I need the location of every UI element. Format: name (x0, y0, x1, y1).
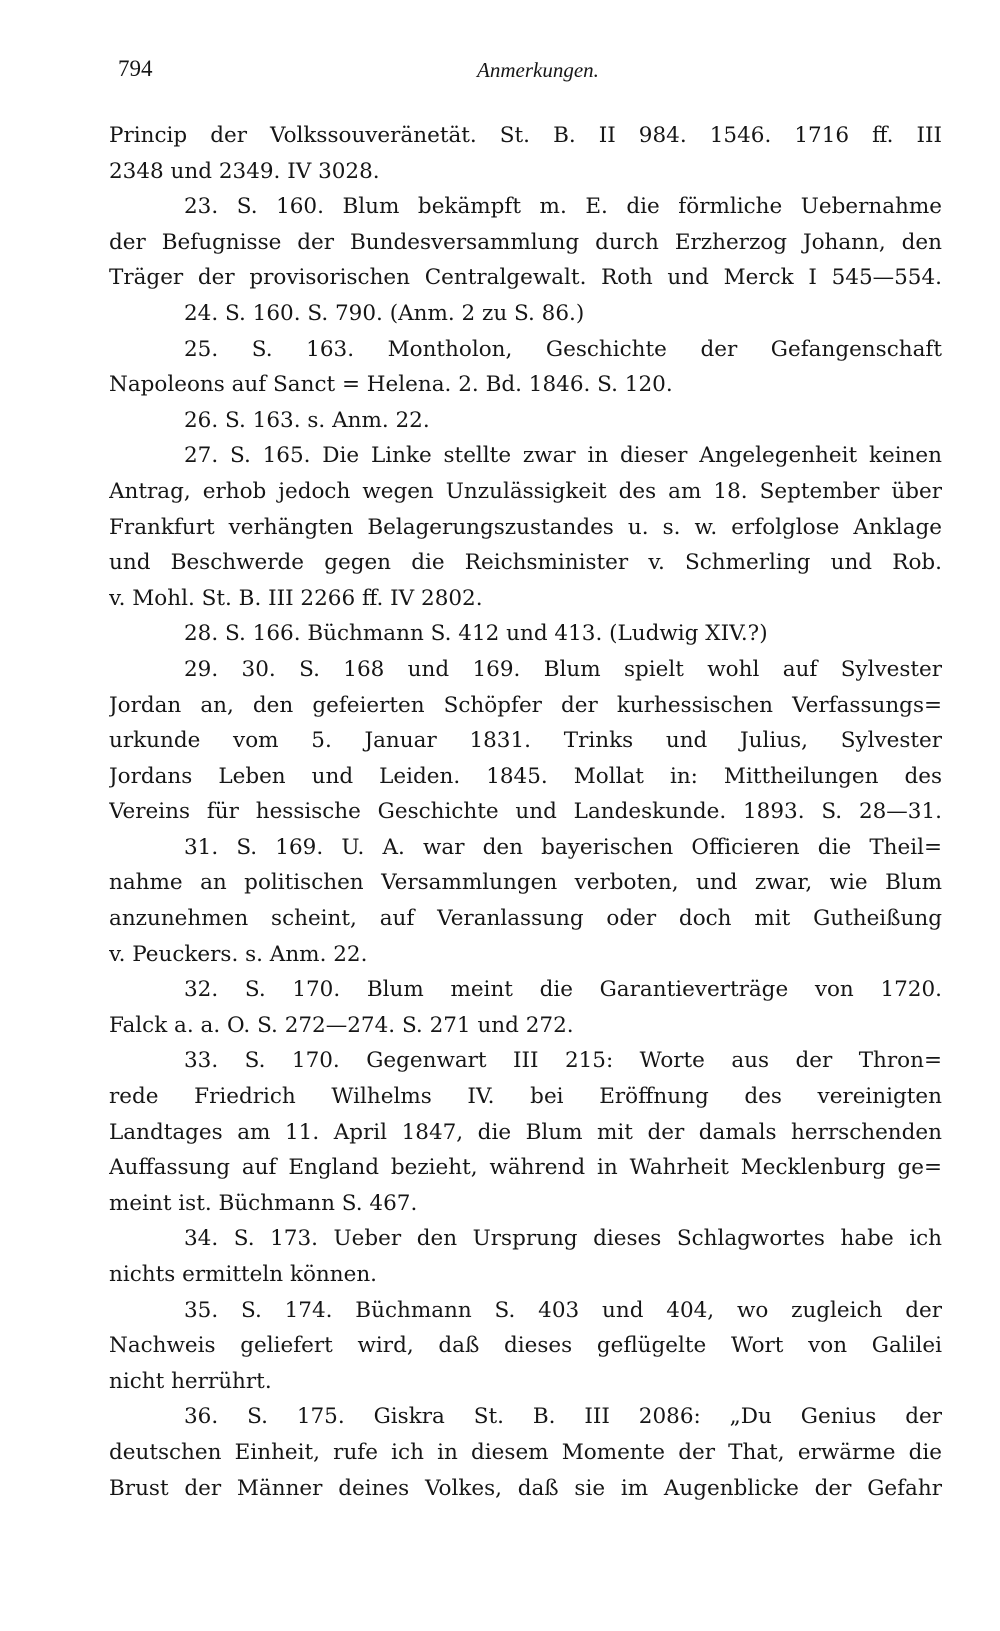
text-line: Frankfurt verhängten Belagerungszustandes u. s. w. erfolglose Anklage (109, 514, 942, 540)
text-line: urkunde vom 5. Januar 1831. Trinks und Julius, Sylvester (109, 728, 942, 754)
text-line: Jordan an, den gefeierten Schöpfer der kurhessischen Verfassungs= (109, 692, 942, 718)
text-line: und Beschwerde gegen die Reichsminister v. Schmerling und Rob. (109, 550, 942, 576)
text-line: nicht herrührt. (109, 1368, 272, 1394)
text-line: Napoleons auf Sanct = Helena. 2. Bd. 1846. S. 120. (109, 372, 673, 398)
text-line: deutschen Einheit, rufe ich in diesem Momente der That, erwärme die (109, 1439, 942, 1465)
note-line-26: 26. S. 163. s. Anm. 22. (184, 407, 430, 433)
note-line-27: 27. S. 165. Die Linke stellte zwar in dieser Angelegenheit keinen (184, 443, 942, 469)
note-line-25: 25. S. 163. Montholon, Geschichte der Gefangenschaft (184, 336, 942, 362)
running-title: Anmerkungen. (477, 58, 599, 82)
text-line: der Befugnisse der Bundesversammlung durch Erzherzog Johann, den (109, 229, 942, 255)
note-line-35: 35. S. 174. Büchmann S. 403 und 404, wo zugleich der (184, 1297, 942, 1323)
text-line: Brust der Männer deines Volkes, daß sie im Augenblicke der Gefahr (109, 1475, 942, 1501)
text-line: Träger der provisorischen Centralgewalt. Roth und Merck I 545—554. (109, 265, 942, 291)
note-line-32: 32. S. 170. Blum meint die Garantieverträge von 1720. (184, 977, 942, 1003)
text-line: Auffassung auf England bezieht, während in Wahrheit Mecklenburg ge= (109, 1155, 942, 1181)
text-line: Jordans Leben und Leiden. 1845. Mollat in: Mittheilungen des (109, 763, 942, 789)
note-line-24: 24. S. 160. S. 790. (Anm. 2 zu S. 86.) (184, 300, 585, 326)
text-line: 2348 und 2349. IV 3028. (109, 158, 380, 184)
page-number: 794 (118, 56, 153, 81)
text-line: Antrag, erhob jedoch wegen Unzulässigkeit des am 18. September über (109, 478, 942, 504)
running-head (118, 56, 940, 90)
note-line-28: 28. S. 166. Büchmann S. 412 und 413. (Ludwig XIV.?) (184, 621, 768, 647)
text-line: nichts ermitteln können. (109, 1262, 378, 1287)
notes-text (109, 118, 942, 1506)
text-line: rede Friedrich Wilhelms IV. bei Eröffnung des vereinigten (109, 1084, 942, 1110)
note-line-36: 36. S. 175. Giskra St. B. III 2086: „Du Genius der (184, 1404, 942, 1430)
text-line: anzunehmen scheint, auf Veranlassung oder doch mit Gutheißung (109, 906, 942, 932)
text-line: v. Mohl. St. B. III 2266 ff. IV 2802. (109, 585, 483, 611)
text-line: Princip der Volkssouveränetät. St. B. II 984. 1546. 1716 ff. III (109, 123, 942, 148)
text-line: meint ist. Büchmann S. 467. (109, 1190, 418, 1216)
note-line-34: 34. S. 173. Ueber den Ursprung dieses Schlagwortes habe ich (184, 1226, 942, 1252)
text-line: Landtages am 11. April 1847, die Blum mit der damals herrschenden (109, 1119, 942, 1145)
text-line: nahme an politischen Versammlungen verboten, und zwar, wie Blum (109, 870, 942, 896)
note-line-33: 33. S. 170. Gegenwart III 215: Worte aus der Thron= (184, 1048, 942, 1074)
text-line: Vereins für hessische Geschichte und Landeskunde. 1893. S. 28—31. (109, 799, 942, 825)
text-line: v. Peuckers. s. Anm. 22. (109, 941, 368, 967)
text-line: Nachweis geliefert wird, daß dieses geflügelte Wort von Galilei (109, 1333, 942, 1359)
note-line-29-30: 29. 30. S. 168 und 169. Blum spielt wohl auf Sylvester (184, 656, 942, 682)
note-line-31: 31. S. 169. U. A. war den bayerischen Officieren die Theil= (184, 834, 942, 860)
text-line: Falck a. a. O. S. 272—274. S. 271 und 272. (109, 1012, 574, 1038)
note-line-23: 23. S. 160. Blum bekämpft m. E. die förmliche Uebernahme (184, 194, 942, 220)
